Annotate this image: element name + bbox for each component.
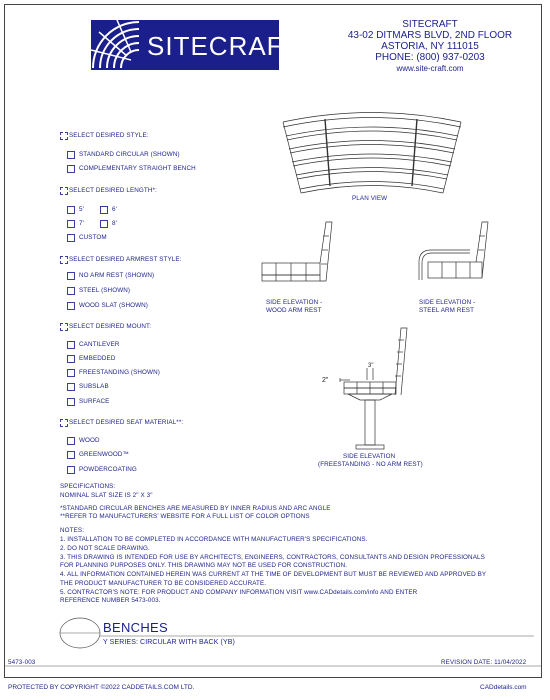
mount-option-label: CANTILEVER <box>79 341 120 348</box>
revision-date: REVISION DATE: 11/04/2022 <box>441 659 527 666</box>
reference-number: 5473-003 <box>8 659 36 666</box>
company-website: www.site-craft.com <box>396 64 464 73</box>
page-title: BENCHES <box>103 620 168 635</box>
spec-line: **REFER TO MANUFACTURERS' WEBSITE FOR A FULL LIST OF COLOR OPTIONS <box>60 513 310 520</box>
page-subtitle: Y SERIES: CIRCULAR WITH BACK (YB) <box>103 639 235 646</box>
mount-option-label: SURFACE <box>79 398 110 405</box>
armrest-option-label: WOOD SLAT (SHOWN) <box>79 302 148 309</box>
mount-option-label: FREESTANDING (SHOWN) <box>79 369 160 376</box>
note-line: 5. CONTRACTOR'S NOTE: FOR PRODUCT AND COMPANY INFORMATION VISIT www.CADdetails.com/info AND ENTER <box>60 589 418 596</box>
specs-heading: SPECIFICATIONS: <box>60 483 116 490</box>
material-option-label: POWDERCOATING <box>79 466 137 473</box>
length-option-label: 7' <box>79 220 84 227</box>
spec-line: *STANDARD CIRCULAR BENCHES ARE MEASURED BY INNER RADIUS AND ARC ANGLE <box>60 505 331 512</box>
side-elevation-wood-drawing <box>262 222 332 281</box>
note-line: THE PRODUCT MANUFACTURER TO BE CONSIDERED ACCURATE. <box>60 580 267 587</box>
spec-line: NOMINAL SLAT SIZE IS 2" X 3" <box>60 492 153 499</box>
side-steel-caption-1: SIDE ELEVATION - <box>419 299 476 306</box>
side-elevation-steel-drawing <box>419 222 488 280</box>
material-option-label: WOOD <box>79 437 100 444</box>
dimension-3-inch: 3" <box>368 363 374 369</box>
style-option-label: STANDARD CIRCULAR (SHOWN) <box>79 151 180 158</box>
note-line: 4. ALL INFORMATION CONTAINED HEREIN WAS CURRENT AT THE TIME OF DEVELOPMENT BUT MUST BE REVIEWED AND APPROVED BY <box>60 571 487 578</box>
armrest-option-label: NO ARM REST (SHOWN) <box>79 272 155 279</box>
notes-heading: NOTES: <box>60 527 85 534</box>
side-wood-caption-2: WOOD ARM REST <box>266 307 322 314</box>
length-option-label: 6' <box>112 206 117 213</box>
style-heading: SELECT DESIRED STYLE: <box>69 132 149 139</box>
armrest-heading: SELECT DESIRED ARMREST STYLE: <box>69 256 182 263</box>
company-address-1: 43-02 DITMARS BLVD, 2ND FLOOR <box>347 30 513 41</box>
dimension-2-inch: 2" <box>322 377 329 384</box>
logo-text: SITECRAFT <box>147 31 301 61</box>
note-line: 3. THIS DRAWING IS INTENDED FOR USE BY ARCHITECTS, ENGINEERS, CONTRACTORS, CONSULTANTS AND DESIGN PROFESSIONALS <box>60 554 485 561</box>
material-heading: SELECT DESIRED SEAT MATERIAL**: <box>69 419 184 426</box>
side-wood-caption-1: SIDE ELEVATION - <box>266 299 323 306</box>
length-option-label: CUSTOM <box>79 234 107 241</box>
side-steel-caption-2: STEEL ARM REST <box>419 307 475 314</box>
length-heading: SELECT DESIRED LENGTH*: <box>69 187 157 194</box>
company-name: SITECRAFT <box>402 19 458 30</box>
style-option-label: COMPLEMENTARY STRAIGHT BENCH <box>79 165 196 172</box>
side-elevation-freestanding-drawing <box>340 328 407 449</box>
copyright-text: PROTECTED BY COPYRIGHT ©2022 CADDETAILS.COM LTD. <box>8 684 195 691</box>
plan-view-drawing <box>283 113 461 194</box>
note-line: REFERENCE NUMBER 5473-003. <box>60 597 161 604</box>
material-option-label: GREENWOOD™ <box>79 451 129 458</box>
armrest-option-label: STEEL (SHOWN) <box>79 287 131 294</box>
mount-option-label: SUBSLAB <box>79 383 109 390</box>
mount-option-label: EMBEDDED <box>79 355 116 362</box>
side-free-caption-1: SIDE ELEVATION <box>343 453 396 460</box>
length-option-label: 5' <box>79 206 84 213</box>
length-option-label: 8' <box>112 220 117 227</box>
company-address-2: ASTORIA, NY 111015 <box>381 41 479 52</box>
note-line: FOR PLANNING PURPOSES ONLY. THIS DRAWING MAY NOT BE USED FOR CONSTRUCTION. <box>60 562 348 569</box>
note-line: 1. INSTALLATION TO BE COMPLETED IN ACCORDANCE WITH MANUFACTURER'S SPECIFICATIONS. <box>60 536 368 543</box>
mount-heading: SELECT DESIRED MOUNT: <box>69 323 152 330</box>
plan-view-caption: PLAN VIEW <box>352 195 388 202</box>
side-free-caption-2: (FREESTANDING - NO ARM REST) <box>318 461 423 468</box>
company-phone: PHONE: (800) 937-0203 <box>375 52 485 63</box>
note-line: 2. DO NOT SCALE DRAWING. <box>60 545 150 552</box>
caddetails-brand[interactable]: CADdetails.com <box>480 684 527 691</box>
